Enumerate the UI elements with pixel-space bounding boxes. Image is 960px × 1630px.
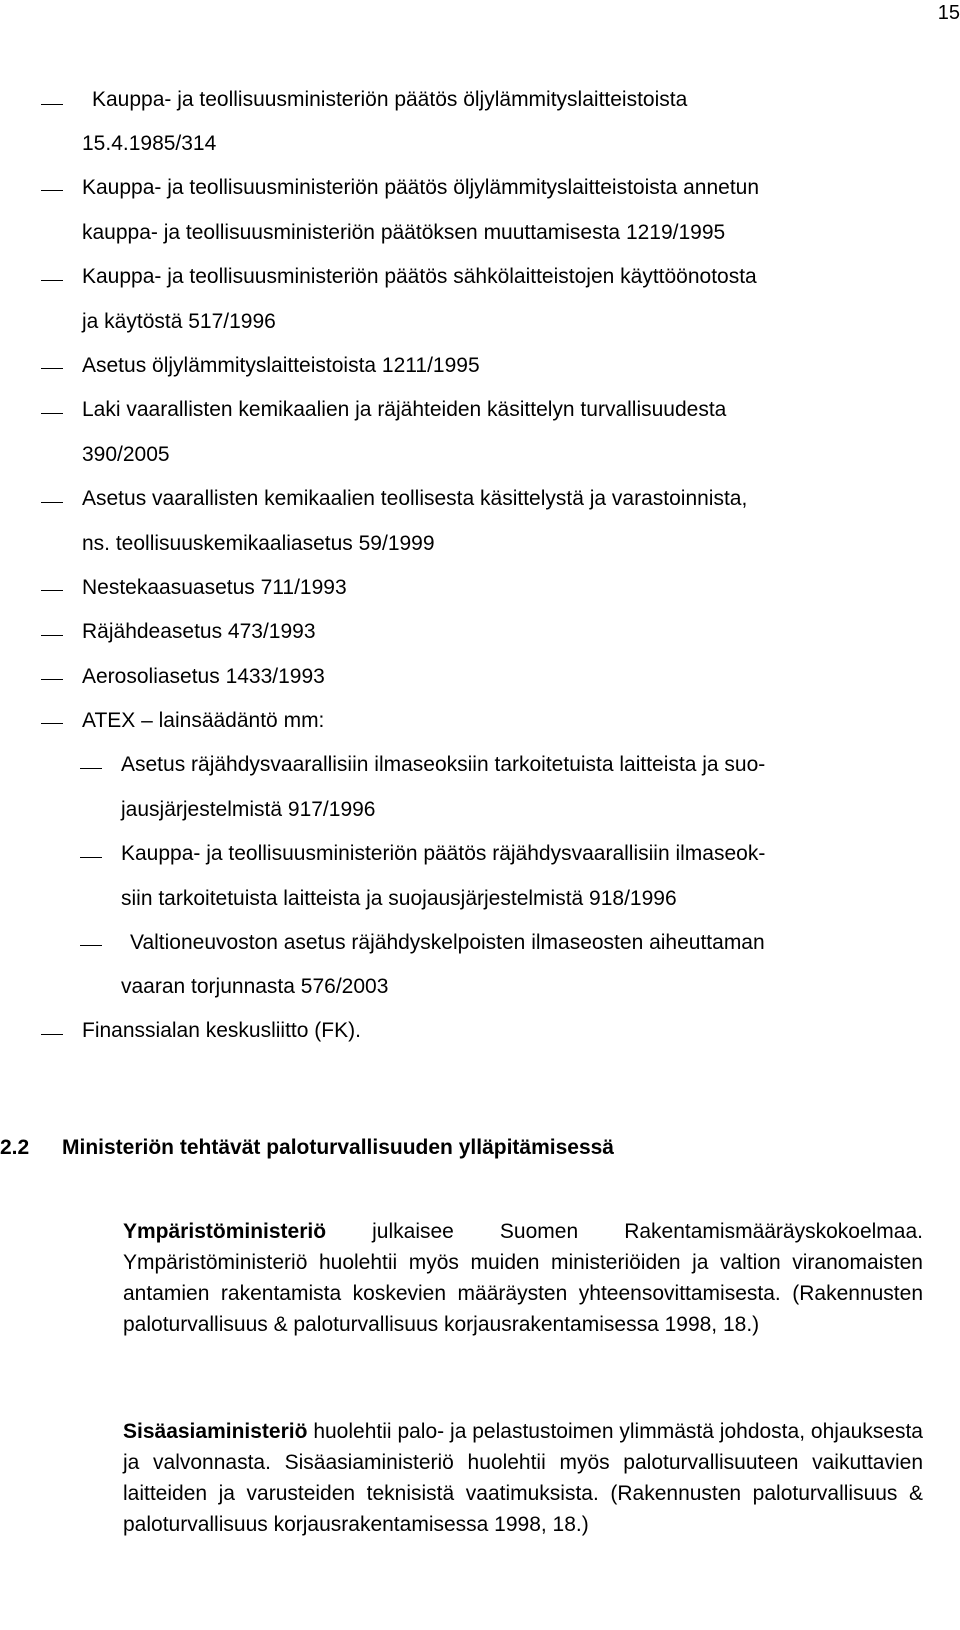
dash-bullet bbox=[41, 502, 63, 503]
section-number: 2.2 bbox=[0, 1136, 30, 1159]
list-item-text: Asetus räjähdysvaarallisiin ilmaseoksiin tarkoitetuista laitteista ja suo- bbox=[121, 753, 766, 776]
dash-bullet bbox=[41, 590, 63, 591]
paragraph-text: huolehtii palo- ja pelastustoimen ylimmästä johdosta, ohjauksesta ja valvonnasta. Sisäasiaministeriö huolehtii myös paloturvallisuuteen vaikuttavien laitteiden ja varusteiden teknisistä vaatimuksista. (Rakennusten paloturvallisuus & paloturvallisuus korjausrakentamisessa 1998, 18.) bbox=[123, 1420, 923, 1536]
list-item-text: Kauppa- ja teollisuusministeriön päätös sähkölaitteistojen käyttöönotosta bbox=[82, 265, 757, 288]
list-item-text: Laki vaarallisten kemikaalien ja räjähteiden käsittelyn turvallisuudesta bbox=[82, 398, 727, 421]
dash-bullet bbox=[41, 1034, 63, 1035]
list-item-text: Finanssialan keskusliitto (FK). bbox=[82, 1019, 361, 1042]
list-item-text: ja käytöstä 517/1996 bbox=[82, 310, 276, 333]
dash-bullet bbox=[80, 945, 102, 946]
dash-bullet bbox=[80, 857, 102, 858]
paragraph-text: julkaisee Suomen Rakentamismääräyskokoelmaa. Ympäristöministeriö huolehtii myös muiden ministeriöiden ja valtion viranomaisten antamien rakentamista koskevien määräysten yhteensovittamisesta. (Rakennusten paloturvallisuus & paloturvallisuus korjausrakentamisessa 1998, 18.) bbox=[123, 1220, 923, 1336]
list-item-text: Räjähdeasetus 473/1993 bbox=[82, 620, 316, 643]
list-item-text: Kauppa- ja teollisuusministeriön päätös öljylämmityslaitteistoista bbox=[92, 88, 688, 111]
dash-bullet bbox=[41, 104, 63, 105]
list-item-text: 15.4.1985/314 bbox=[82, 132, 217, 155]
dash-bullet bbox=[41, 280, 63, 281]
dash-bullet bbox=[41, 368, 63, 369]
list-item-text: Asetus vaarallisten kemikaalien teollisesta käsittelystä ja varastoinnista, bbox=[82, 487, 748, 510]
list-item-text: 390/2005 bbox=[82, 443, 170, 466]
paragraph-bold: Ympäristöministeriö bbox=[123, 1220, 327, 1243]
section-title: Ministeriön tehtävät paloturvallisuuden ylläpitämisessä bbox=[62, 1136, 614, 1159]
list-item-text: jausjärjestelmistä 917/1996 bbox=[121, 798, 376, 821]
paragraph bbox=[123, 1416, 923, 1540]
dash-bullet bbox=[41, 679, 63, 680]
dash-bullet bbox=[41, 413, 63, 414]
list-item-text: Kauppa- ja teollisuusministeriön päätös räjähdysvaarallisiin ilmaseok- bbox=[121, 842, 766, 865]
list-item-text: Asetus öljylämmityslaitteistoista 1211/1995 bbox=[82, 354, 480, 377]
paragraph-bold: Sisäasiaministeriö bbox=[123, 1420, 308, 1443]
paragraph bbox=[123, 1216, 923, 1340]
list-item-text: siin tarkoitetuista laitteista ja suojausjärjestelmistä 918/1996 bbox=[121, 887, 677, 910]
list-item-text: Valtioneuvoston asetus räjähdyskelpoisten ilmaseosten aiheuttaman bbox=[130, 931, 765, 954]
list-item-text: Kauppa- ja teollisuusministeriön päätös öljylämmityslaitteistoista annetun bbox=[82, 176, 760, 199]
list-item-text: Nestekaasuasetus 711/1993 bbox=[82, 576, 347, 599]
dash-bullet bbox=[80, 768, 102, 769]
dash-bullet bbox=[41, 723, 63, 724]
dash-bullet bbox=[41, 190, 63, 191]
list-item-text: vaaran torjunnasta 576/2003 bbox=[121, 975, 389, 998]
list-item-text: ns. teollisuuskemikaaliasetus 59/1999 bbox=[82, 532, 435, 555]
list-item-text: Aerosoliasetus 1433/1993 bbox=[82, 665, 325, 688]
page-number: 15 bbox=[937, 2, 960, 24]
list-item-text: ATEX – lainsäädäntö mm: bbox=[82, 709, 325, 732]
list-item-text: kauppa- ja teollisuusministeriön päätöksen muuttamisesta 1219/1995 bbox=[82, 221, 726, 244]
dash-bullet bbox=[41, 635, 63, 636]
